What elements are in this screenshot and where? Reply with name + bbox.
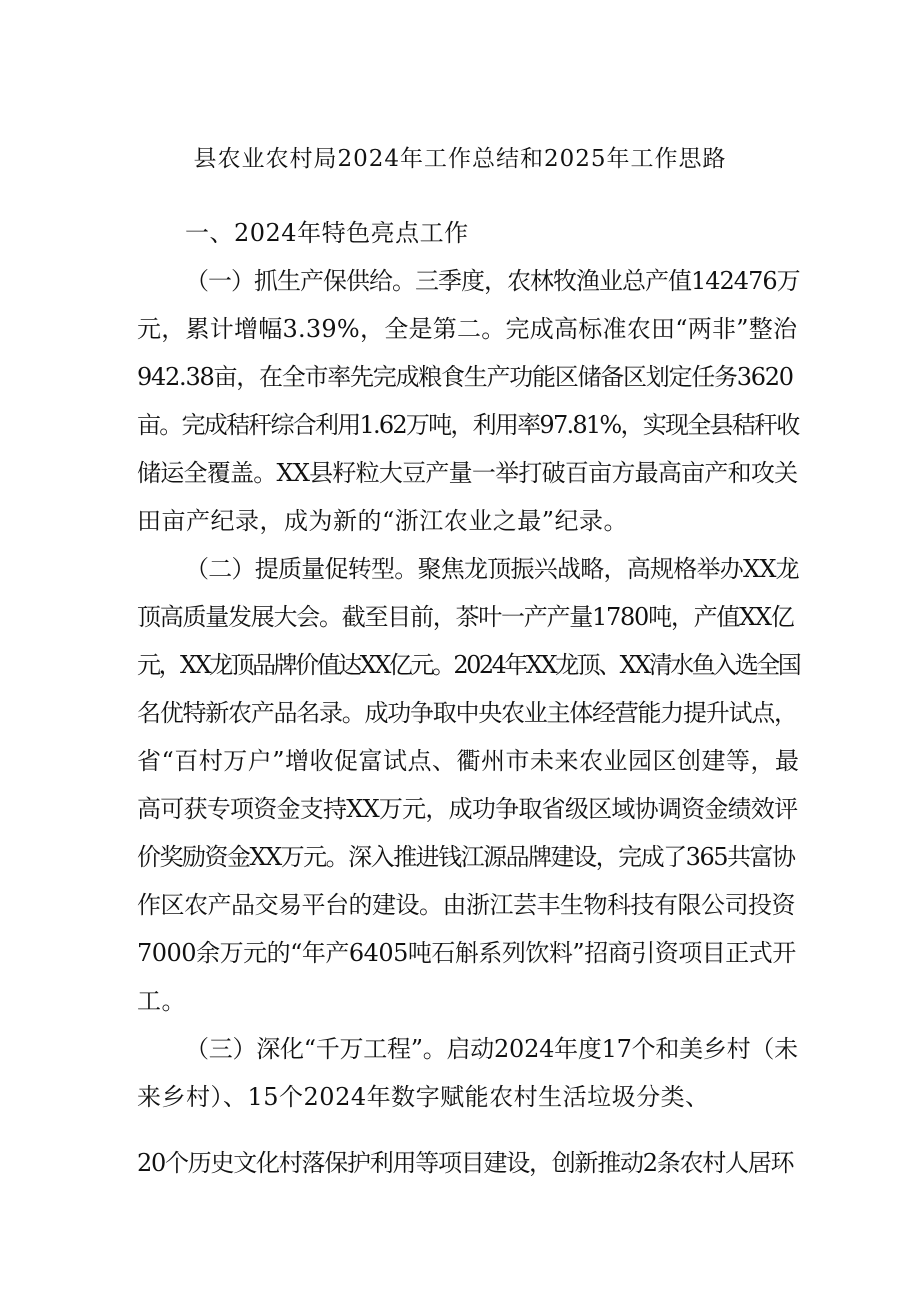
paragraph-line: （二）提质量促转型。聚焦龙顶振兴战略，高规格举办XX龙 xyxy=(185,555,799,583)
paragraph-line: 工。 xyxy=(137,987,186,1015)
paragraph-line: 高可获专项资金支持XX万元，成功争取省级区域协调资金绩效评 xyxy=(137,795,798,823)
paragraph-line: 元，XX龙顶品牌价值达XX亿元。2024年XX龙顶、XX清水鱼入选全国 xyxy=(137,651,800,679)
paragraph-line: 元，累计增幅3.39%，全是第二。完成高标准农田“两非”整治 xyxy=(137,315,798,343)
section-heading: 一、2024年特色亮点工作 xyxy=(185,219,469,247)
paragraph-line: （一）抓生产保供给。三季度，农林牧渔业总产值142476万 xyxy=(185,267,800,295)
paragraph-line: 来乡村）、15个2024年数字赋能农村生活垃圾分类、 xyxy=(137,1083,710,1111)
paragraph-line: 储运全覆盖。XX县籽粒大豆产量一举打破百亩方最高亩产和攻关 xyxy=(137,459,798,487)
paragraph-line: 价奖励资金XX万元。深入推进钱江源品牌建设，完成了365共富协 xyxy=(137,843,795,871)
document-title: 县农业农村局2024年工作总结和2025年工作思路 xyxy=(193,146,727,172)
paragraph-line: 顶高质量发展大会。截至目前，茶叶一产产量1780吨，产值XX亿 xyxy=(137,603,794,631)
paragraph-line: 942.38亩，在全市率先完成粮食生产功能区储备区划定任务3620 xyxy=(137,363,793,391)
paragraph-line: 作区农产品交易平台的建设。由浙江芸丰生物科技有限公司投资 xyxy=(137,891,795,919)
paragraph-line: （三）深化“千万工程”。启动2024年度17个和美乡村（未 xyxy=(185,1035,798,1063)
paragraph-line: 名优特新农产品名录。成功争取中央农业主体经营能力提升试点， xyxy=(137,699,797,727)
paragraph-line: 20个历史文化村落保护利用等项目建设，创新推动2条农村人居环 xyxy=(137,1149,794,1177)
paragraph-line: 亩。完成秸秆综合利用1.62万吨，利用率97.81%，实现全县秸秆收 xyxy=(137,411,799,439)
paragraph-line: 田亩产纪录，成为新的“浙江农业之最”纪录。 xyxy=(137,507,629,535)
paragraph-line: 7000余万元的“年产6405吨石斛系列饮料”招商引资项目正式开 xyxy=(137,939,796,967)
paragraph-line: 省“百村万户”增收促富试点、衢州市未来农业园区创建等，最 xyxy=(137,747,800,775)
